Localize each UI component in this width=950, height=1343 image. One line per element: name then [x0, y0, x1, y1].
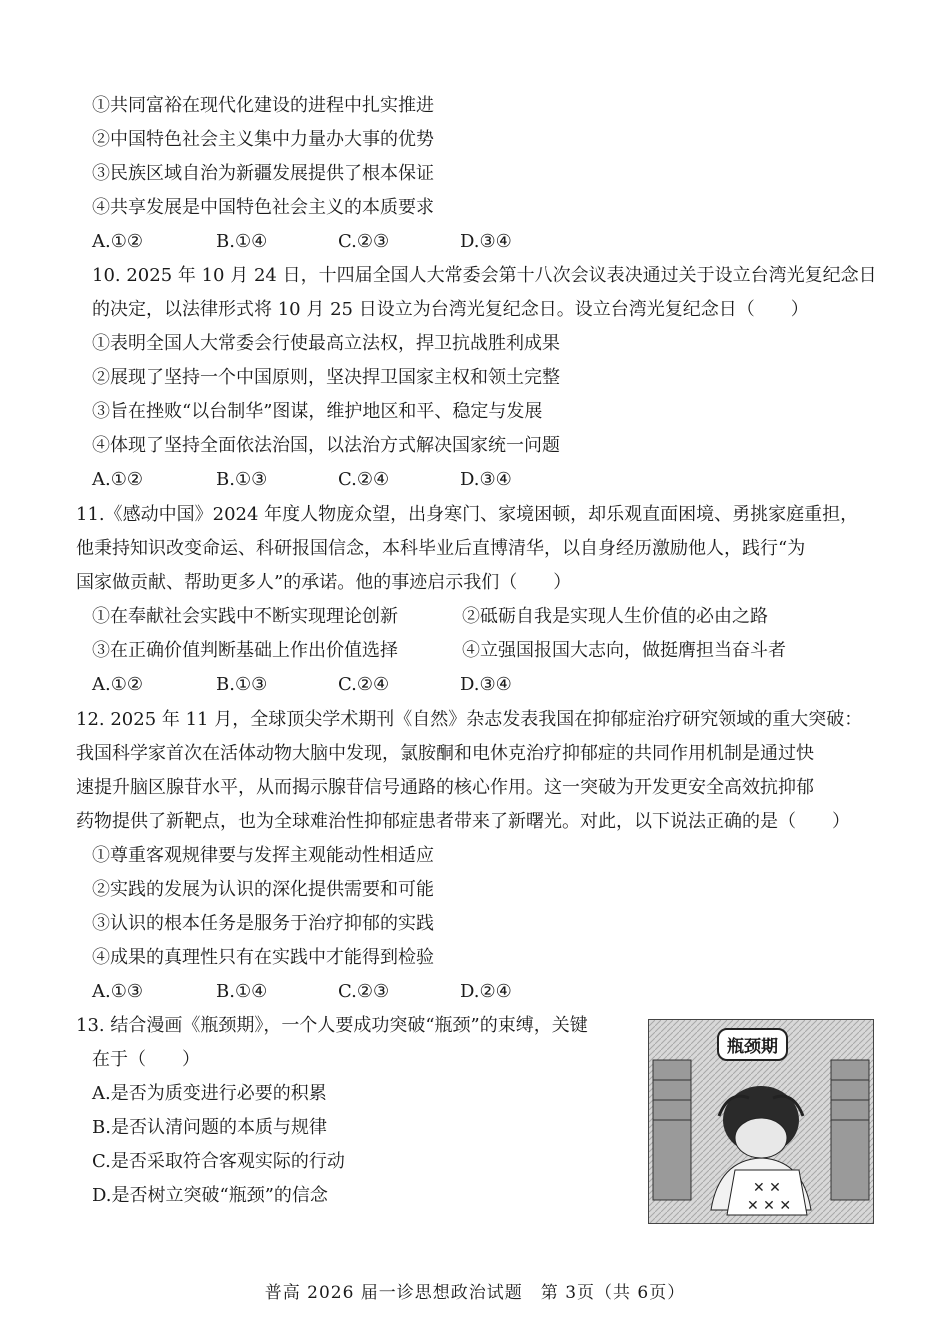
q12-stem-line-3: 速提升脑区腺苷水平，从而揭示腺苷信号通路的核心作用。这一突破为开发更安全高效抗抑郁	[76, 777, 814, 798]
q12-option-4: ④成果的真理性只有在实践中才能得到检验	[92, 947, 434, 968]
q11-option-3: ③在正确价值判断基础上作出价值选择	[92, 640, 398, 661]
q13-option-b: B.是否认清问题的本质与规律	[92, 1117, 327, 1138]
q10-choice-a: A.①②	[92, 469, 143, 490]
q10-option-3: ③旨在挫败“以台制华”图谋，维护地区和平、稳定与发展	[92, 401, 543, 422]
q11-choice-b: B.①③	[216, 674, 268, 695]
q12-choice-b: B.①④	[216, 981, 268, 1002]
q12-choice-c: C.②③	[338, 981, 390, 1002]
q9-option-1: ①共同富裕在现代化建设的进程中扎实推进	[92, 95, 434, 116]
q10-stem-line-2: 的决定，以法律形式将 10 月 25 日设立为台湾光复纪念日。设立台湾光复纪念日（ ）	[92, 299, 809, 320]
q13-option-a: A.是否为质变进行必要的积累	[92, 1083, 327, 1104]
svg-text:✕ ✕ ✕: ✕ ✕ ✕	[747, 1198, 792, 1214]
cartoon-title: 瓶颈期	[717, 1028, 788, 1061]
q12-option-3: ③认识的根本任务是服务于治疗抑郁的实践	[92, 913, 434, 934]
q10-choice-b: B.①③	[216, 469, 268, 490]
q13-stem-line-1: 13. 结合漫画《瓶颈期》，一个人要成功突破“瓶颈”的束缚，关键	[76, 1015, 588, 1036]
q10-option-2: ②展现了坚持一个中国原则，坚决捍卫国家主权和领土完整	[92, 367, 560, 388]
q11-stem-line-2: 他秉持知识改变命运、科研报国信念，本科毕业后直博清华，以自身经历激励他人，践行“为	[76, 538, 806, 559]
q10-stem-line-1: 10. 2025 年 10 月 24 日，十四届全国人大常委会第十八次会议表决通过关于设立台湾光复纪念日	[92, 265, 877, 286]
q12-choice-d: D.②④	[460, 981, 512, 1002]
q9-choice-c: C.②③	[338, 231, 390, 252]
svg-text:✕ ✕: ✕ ✕	[753, 1180, 781, 1196]
q11-option-1: ①在奉献社会实践中不断实现理论创新	[92, 606, 398, 627]
q12-option-1: ①尊重客观规律要与发挥主观能动性相适应	[92, 845, 434, 866]
q12-stem-line-4: 药物提供了新靶点，也为全球难治性抑郁症患者带来了新曙光。对此，以下说法正确的是（ ）	[76, 811, 850, 832]
q11-choice-c: C.②④	[338, 674, 390, 695]
q13-stem-line-2: 在于（ ）	[92, 1049, 200, 1070]
q11-option-2: ②砥砺自我是实现人生价值的必由之路	[462, 606, 768, 627]
q10-choice-c: C.②④	[338, 469, 390, 490]
q12-choice-a: A.①③	[92, 981, 143, 1002]
q12-stem-line-2: 我国科学家首次在活体动物大脑中发现，氯胺酮和电休克治疗抑郁症的共同作用机制是通过快	[76, 743, 814, 764]
q12-stem-line-1: 12. 2025 年 11 月，全球顶尖学术期刊《自然》杂志发表我国在抑郁症治疗研究领域的重大突破：	[76, 709, 863, 730]
q10-choice-d: D.③④	[460, 469, 512, 490]
q13-option-d: D.是否树立突破“瓶颈”的信念	[92, 1185, 328, 1206]
q9-option-3: ③民族区域自治为新疆发展提供了根本保证	[92, 163, 434, 184]
bottleneck-cartoon	[648, 1019, 874, 1224]
q11-stem-line-3: 国家做贡献、帮助更多人”的承诺。他的事迹启示我们（ ）	[76, 572, 572, 593]
q9-choice-a: A.①②	[92, 231, 143, 252]
q9-option-4: ④共享发展是中国特色社会主义的本质要求	[92, 197, 434, 218]
q11-choice-d: D.③④	[460, 674, 512, 695]
q10-option-4: ④体现了坚持全面依法治国，以法治方式解决国家统一问题	[92, 435, 560, 456]
q9-choice-b: B.①④	[216, 231, 268, 252]
q12-option-2: ②实践的发展为认识的深化提供需要和可能	[92, 879, 434, 900]
q11-choice-a: A.①②	[92, 674, 143, 695]
q11-stem-line-1: 11.《感动中国》2024 年度人物庞众望，出身寒门、家境困顿，却乐观直面困境、勇挑家庭重担，	[76, 504, 859, 525]
q13-option-c: C.是否采取符合客观实际的行动	[92, 1151, 345, 1172]
q9-choice-d: D.③④	[460, 231, 512, 252]
q10-option-1: ①表明全国人大常委会行使最高立法权，捍卫抗战胜利成果	[92, 333, 560, 354]
q9-option-2: ②中国特色社会主义集中力量办大事的优势	[92, 129, 434, 150]
page-footer: 普高 2026 届一诊思想政治试题 第 3页（共 6页）	[264, 1283, 686, 1303]
q11-option-4: ④立强国报国大志向，做挺膺担当奋斗者	[462, 640, 786, 661]
